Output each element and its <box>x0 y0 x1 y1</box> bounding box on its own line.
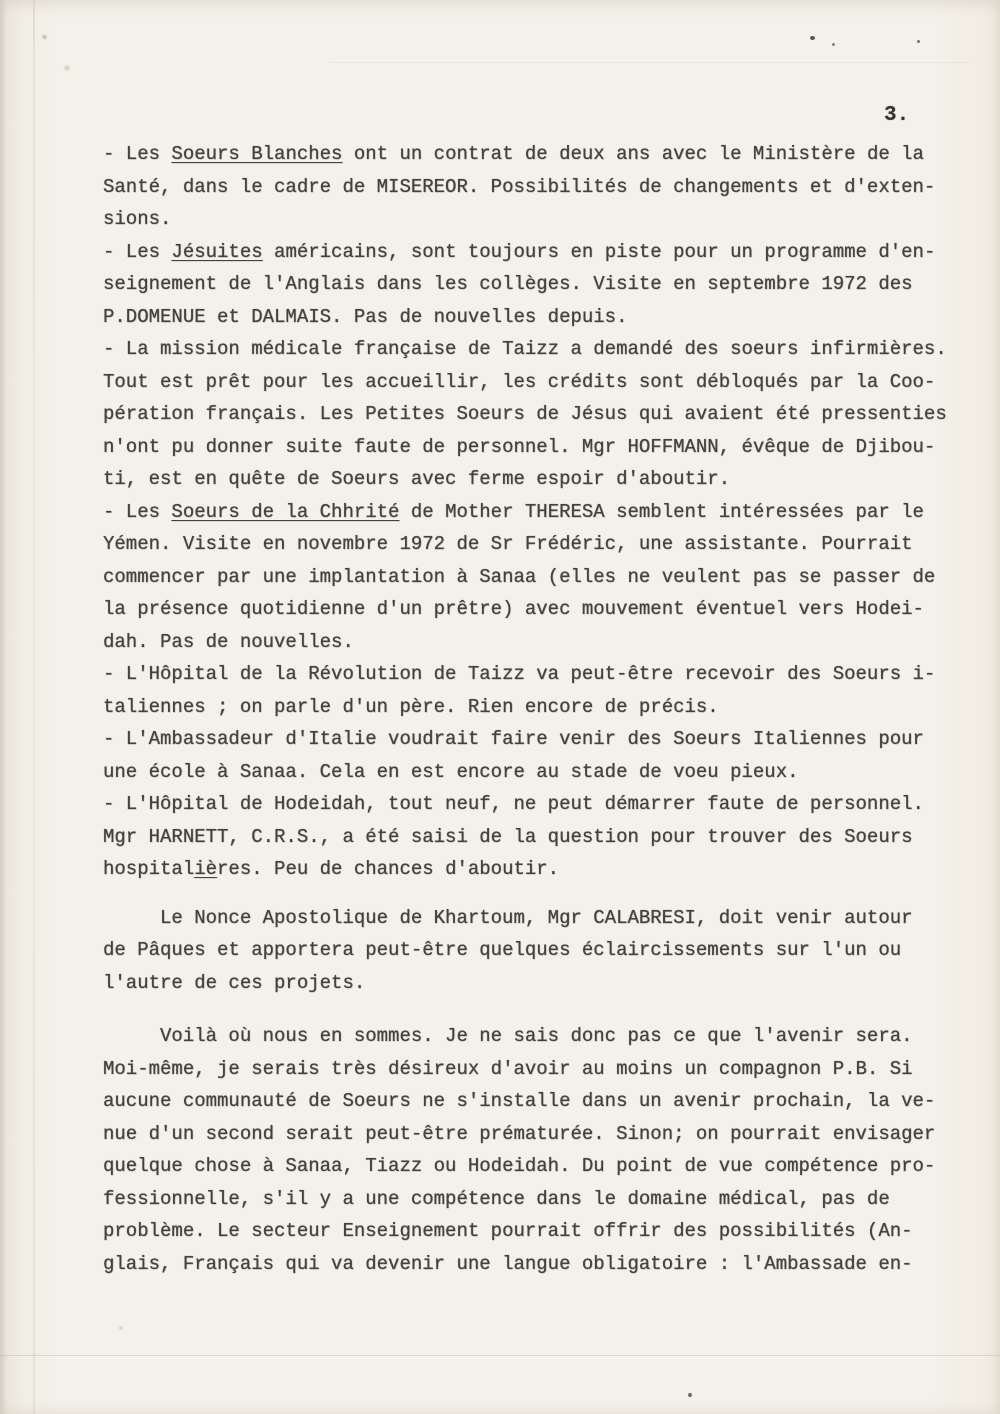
text-line <box>103 593 983 626</box>
text-segment: américains, sont toujours en piste pour un programme d'en- <box>262 240 936 263</box>
text-line <box>103 301 983 334</box>
ink-speck <box>832 43 835 46</box>
ink-speck <box>917 40 920 43</box>
text-line <box>103 398 983 431</box>
paper-stain <box>63 64 71 72</box>
text-segment: ti, est en quête de Soeurs avec ferme espoir d'aboutir. <box>103 468 731 490</box>
ink-speck <box>688 1393 692 1397</box>
text-line <box>103 1150 983 1183</box>
text-segment: n'ont pu donner suite faute de personnel. Mgr HOFFMANN, évêque de Djibou- <box>103 435 936 458</box>
text-segment: Yémen. Visite en novembre 1972 de Sr Frédéric, une assistante. Pourrait <box>103 533 913 555</box>
text-segment: glais, Français qui va devenir une langue obligatoire : l'Ambassade en- <box>103 1252 913 1275</box>
text-segment: taliennes ; on parle d'un père. Rien encore de précis. <box>103 695 719 718</box>
text-segment: - L'Ambassadeur d'Italie voudrait faire venir des Soeurs Italiennes pour <box>103 728 924 750</box>
text-line <box>103 561 983 594</box>
paper-stain <box>118 1325 124 1331</box>
text-line <box>103 821 983 854</box>
text-line <box>103 626 983 659</box>
paragraph <box>103 236 983 334</box>
text-line <box>103 853 983 886</box>
paper-crease <box>0 1355 1000 1356</box>
underlined-text: iè <box>194 858 218 880</box>
text-line <box>103 1248 983 1281</box>
paragraph <box>103 902 983 1000</box>
text-line <box>103 333 983 366</box>
text-segment: dah. Pas de nouvelles. <box>103 630 354 653</box>
text-line <box>103 1118 983 1151</box>
text-segment: pération français. Les Petites Soeurs de Jésus qui avaient été pressenties <box>103 403 947 425</box>
text-line <box>103 236 983 269</box>
text-line <box>103 171 983 204</box>
underlined-text: Jésuites <box>171 240 263 263</box>
text-segment: - Les <box>103 240 172 263</box>
text-segment: Moi-même, je serais très désireux d'avoir au moins un compagnon P.B. Si <box>103 1057 913 1080</box>
ink-speck <box>810 36 815 40</box>
text-segment: - Les <box>103 143 172 165</box>
text-segment: de Pâques et apportera peut-être quelques éclaircissements sur l'un ou <box>103 939 902 961</box>
text-segment: - L'Hôpital de Hodeidah, tout neuf, ne peut démarrer faute de personnel. <box>103 793 924 815</box>
text-line <box>103 268 983 301</box>
text-line <box>103 463 983 496</box>
text-line <box>103 203 983 236</box>
text-line <box>103 691 983 724</box>
text-segment: Tout est prêt pour les accueillir, les crédits sont débloqués par la Coo- <box>103 370 936 393</box>
paragraph <box>103 1020 983 1280</box>
text-segment: - La mission médicale française de Taizz a demandé des soeurs infirmières. <box>103 338 947 360</box>
text-segment: hospital <box>103 858 195 880</box>
text-line <box>103 788 983 821</box>
text-segment: commencer par une implantation à Sanaa (elles ne veulent pas se passer de <box>103 565 936 588</box>
text-line <box>103 1183 983 1216</box>
text-segment: Le Nonce Apostolique de Khartoum, Mgr CALABRESI, doit venir autour <box>160 906 913 929</box>
text-segment: sions. <box>103 208 172 230</box>
underlined-text: Soeurs de la Chhrité <box>171 500 400 523</box>
text-line <box>103 431 983 464</box>
text-line <box>103 496 983 529</box>
underlined-text: Soeurs Blanches <box>171 143 343 165</box>
text-line <box>103 1020 983 1053</box>
text-line <box>103 723 983 756</box>
text-line <box>103 658 983 691</box>
text-segment: une école à Sanaa. Cela en est encore au stade de voeu pieux. <box>103 760 799 783</box>
text-segment: res. Peu de chances d'aboutir. <box>217 858 560 880</box>
page-body <box>103 138 983 1280</box>
text-line <box>103 967 983 1000</box>
page-fold-line <box>33 0 35 1414</box>
paragraph <box>103 333 983 496</box>
paragraph <box>103 788 983 886</box>
text-segment: Santé, dans le cadre de MISEREOR. Possibilités de changements et d'exten- <box>103 175 936 198</box>
text-line <box>103 528 983 561</box>
text-segment: ont un contrat de deux ans avec le Ministère de la <box>342 143 924 165</box>
text-segment: aucune communauté de Soeurs ne s'installe dans un avenir prochain, la ve- <box>103 1090 936 1112</box>
paragraph <box>103 658 983 723</box>
text-line <box>103 366 983 399</box>
text-segment: nue d'un second serait peut-être prématurée. Sinon; on pourrait envisager <box>103 1122 936 1145</box>
paper-stain <box>41 34 48 40</box>
text-segment: - L'Hôpital de la Révolution de Taizz va peut-être recevoir des Soeurs i- <box>103 663 936 685</box>
text-line <box>103 1215 983 1248</box>
text-segment: problème. Le secteur Enseignement pourrait offrir des possibilités (An- <box>103 1220 913 1242</box>
paragraph <box>103 723 983 788</box>
text-segment: - Les <box>103 500 172 523</box>
paragraph <box>103 496 983 659</box>
text-segment: quelque chose à Sanaa, Tiazz ou Hodeidah. Du point de vue compétence pro- <box>103 1155 936 1177</box>
text-line <box>103 934 983 967</box>
text-segment: de Mother THERESA semblent intéressées par le <box>399 500 924 523</box>
text-segment: l'autre de ces projets. <box>103 971 366 994</box>
text-segment: fessionnelle, s'il y a une compétence dans le domaine médical, pas de <box>103 1187 890 1210</box>
text-line <box>103 1053 983 1086</box>
page-number: 3. <box>884 104 910 127</box>
text-segment: seignement de l'Anglais dans les collèges. Visite en septembre 1972 des <box>103 273 913 295</box>
text-segment: Mgr HARNETT, C.R.S., a été saisi de la question pour trouver des Soeurs <box>103 825 913 848</box>
paper-crease <box>330 62 970 63</box>
text-line <box>103 902 983 935</box>
text-line <box>103 138 983 171</box>
text-segment: Voilà où nous en sommes. Je ne sais donc pas ce que l'avenir sera. <box>160 1025 913 1047</box>
text-segment: la présence quotidienne d'un prêtre) avec mouvement éventuel vers Hodei- <box>103 598 924 620</box>
text-segment: P.DOMENUE et DALMAIS. Pas de nouvelles depuis. <box>103 305 628 328</box>
text-line <box>103 1085 983 1118</box>
paragraph <box>103 138 983 236</box>
text-line <box>103 756 983 789</box>
